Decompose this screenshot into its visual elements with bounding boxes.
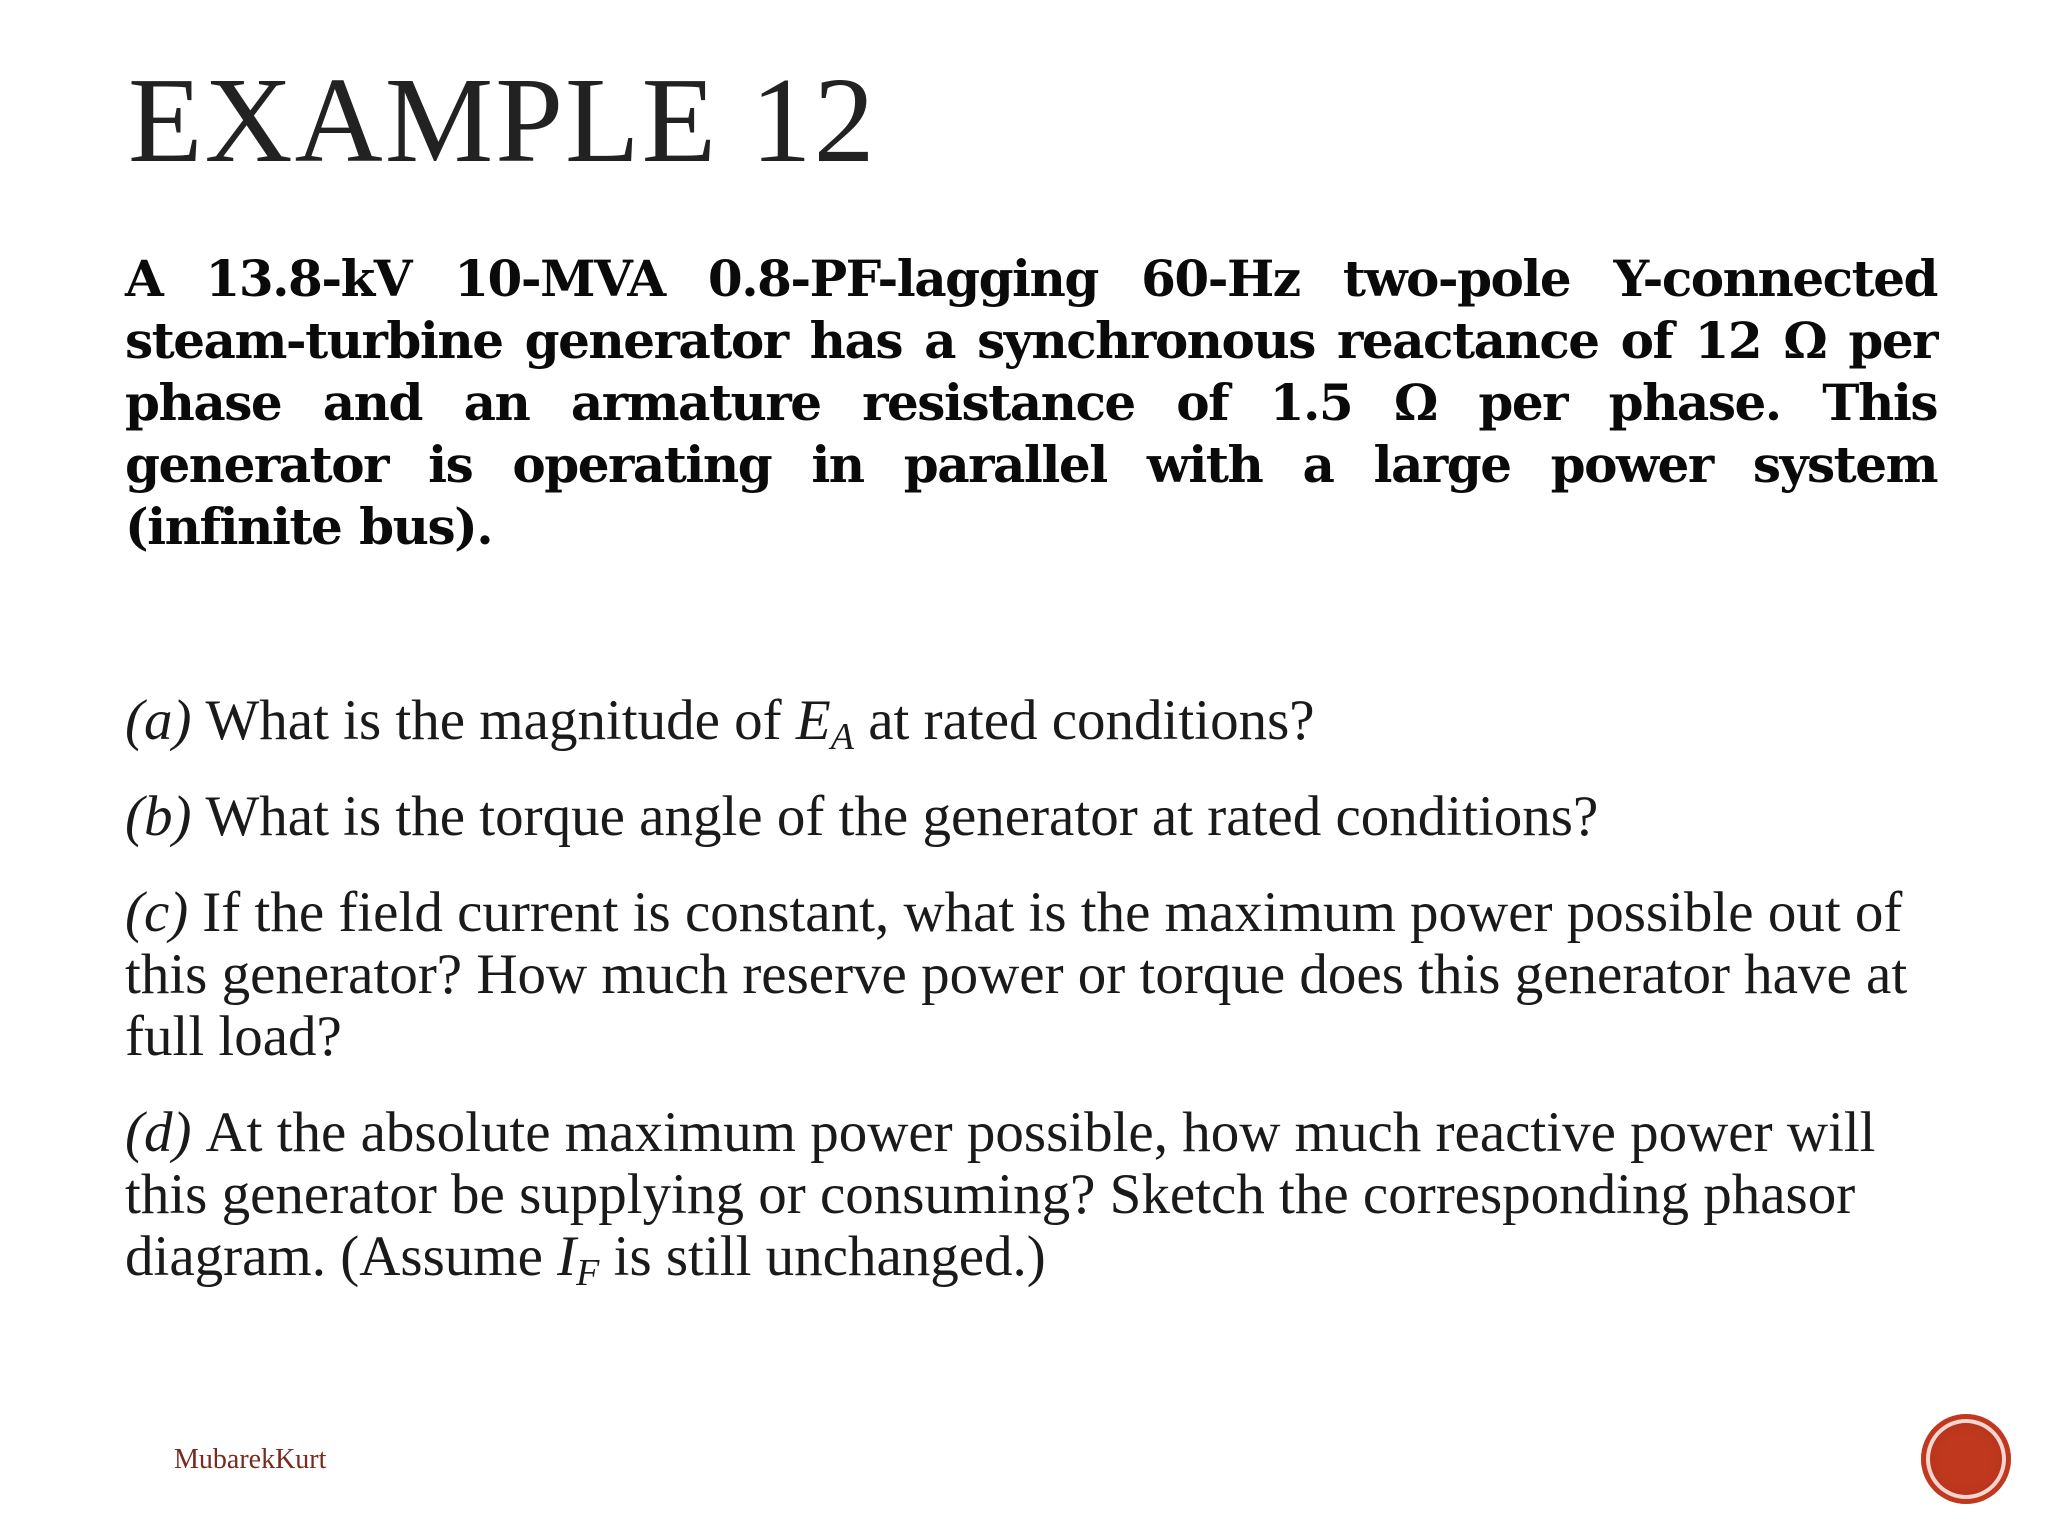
question-c <box>125 882 1937 1068</box>
question-a-label: (a) <box>125 689 192 752</box>
question-c-label: (c) <box>125 881 189 944</box>
question-d-label: (d) <box>125 1101 192 1164</box>
question-d-text-start: At the absolute maximum power possible, how much reactive power will this generator be supplying or consuming? Sketch the corresponding phasor diagram. (Assume <box>125 1101 1876 1288</box>
question-a-subscript: A <box>830 716 854 758</box>
author-footer: MubarekKurt <box>174 1444 327 1475</box>
question-d-subscript: F <box>576 1252 600 1294</box>
question-d <box>125 1101 1937 1294</box>
slide-title: EXAMPLE 12 <box>128 53 877 188</box>
slide-nav-button[interactable] <box>1921 1414 2011 1504</box>
question-b <box>125 786 1937 848</box>
question-b-label: (b) <box>125 785 192 848</box>
question-c-text: If the field current is constant, what is the maximum power possible out of this generator? How much reserve power or torque does this generator have at full load? <box>125 881 1908 1068</box>
question-d-text-end: is still unchanged.) <box>599 1225 1046 1288</box>
question-a-text-end: at rated conditions? <box>853 689 1315 752</box>
problem-statement: A 13.8-kV 10-MVA 0.8-PF-lagging 60-Hz two-pole Y-connected steam-turbine generator has a synchronous reactance of 12 Ω per phase and an armature resistance of 1.5 Ω per phase. This generator is operating in parallel with a large power system (infinite bus). <box>125 249 1937 556</box>
question-a <box>125 689 1937 758</box>
question-list <box>125 690 1937 1322</box>
question-a-text-start: What is the magnitude of <box>205 689 796 752</box>
question-d-variable: I <box>557 1225 577 1288</box>
question-a-variable: E <box>795 689 831 752</box>
question-b-text: What is the torque angle of the generator at rated conditions? <box>205 785 1599 848</box>
